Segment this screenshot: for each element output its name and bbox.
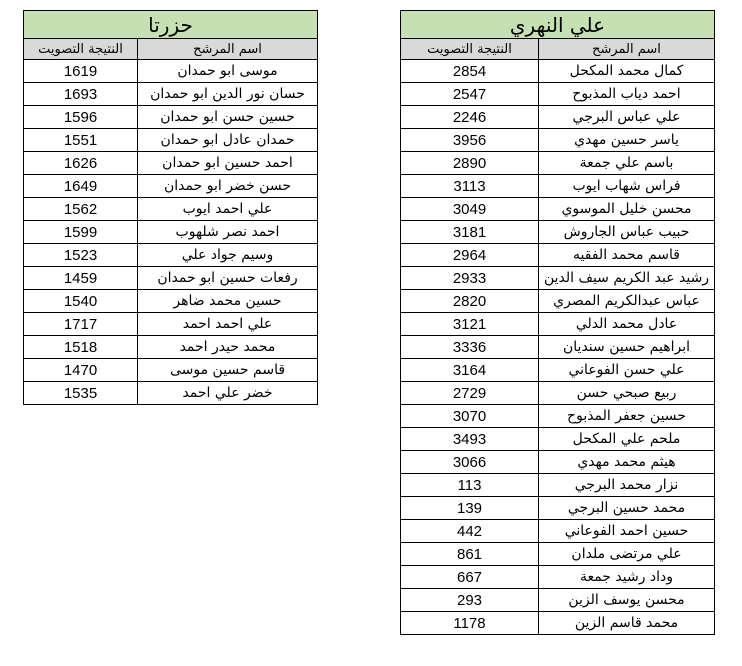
table-row [401,405,715,428]
vote-count-cell: 3113 [401,175,539,198]
table-row [401,198,715,221]
candidate-name-cell: نزار محمد البرجي [539,474,715,497]
name-column-header: اسم المرشح [138,39,318,60]
vote-count-cell: 1693 [24,83,138,106]
table-title: حزرتا [24,11,318,39]
name-column-header: اسم المرشح [539,39,715,60]
table-hezrata [23,10,318,405]
vote-count-cell: 2820 [401,290,539,313]
vote-count-cell: 3070 [401,405,539,428]
vote-count-cell: 1535 [24,382,138,405]
candidate-name-cell: قاسم حسين موسى [138,359,318,382]
candidate-name-cell: حسين احمد الفوعاني [539,520,715,543]
vote-count-cell: 3066 [401,451,539,474]
candidate-name-cell: خضر علي احمد [138,382,318,405]
vote-count-cell: 2854 [401,60,539,83]
vote-count-cell: 1540 [24,290,138,313]
candidate-name-cell: علي احمد احمد [138,313,318,336]
table-row [401,589,715,612]
vote-count-cell: 113 [401,474,539,497]
candidate-name-cell: حسين محمد ضاهر [138,290,318,313]
table-row [24,60,318,83]
candidate-name-cell: كمال محمد المكحل [539,60,715,83]
candidate-name-cell: هيثم محمد مهدي [539,451,715,474]
candidate-name-cell: عباس عبدالكريم المصري [539,290,715,313]
table-row [401,474,715,497]
vote-count-cell: 1649 [24,175,138,198]
candidate-name-cell: محمد حيدر احمد [138,336,318,359]
vote-count-cell: 1470 [24,359,138,382]
candidate-name-cell: حسن خضر ابو حمدان [138,175,318,198]
vote-count-cell: 442 [401,520,539,543]
candidate-name-cell: محسن يوسف الزين [539,589,715,612]
table-row [401,382,715,405]
vote-count-cell: 667 [401,566,539,589]
candidate-name-cell: حسين جعفر المذبوح [539,405,715,428]
vote-count-cell: 2246 [401,106,539,129]
candidate-name-cell: فراس شهاب ايوب [539,175,715,198]
vote-count-cell: 1599 [24,221,138,244]
candidate-name-cell: عادل محمد الدلي [539,313,715,336]
candidate-name-cell: حمدان عادل ابو حمدان [138,129,318,152]
vote-count-cell: 2964 [401,244,539,267]
table-row [401,336,715,359]
vote-count-cell: 139 [401,497,539,520]
vote-count-cell: 3164 [401,359,539,382]
candidate-name-cell: ملحم علي المكحل [539,428,715,451]
vote-count-cell: 2547 [401,83,539,106]
vote-count-cell: 1178 [401,612,539,635]
table-row [401,543,715,566]
table-row [24,106,318,129]
vote-count-cell: 1459 [24,267,138,290]
table-row [401,313,715,336]
candidate-name-cell: رفعات حسين ابو حمدان [138,267,318,290]
vote-count-cell: 2890 [401,152,539,175]
candidate-name-cell: وسيم جواد علي [138,244,318,267]
vote-count-cell: 1562 [24,198,138,221]
table-body [24,60,318,405]
vote-count-cell: 1619 [24,60,138,83]
candidate-name-cell: محسن خليل الموسوي [539,198,715,221]
candidate-name-cell: وداد رشيد جمعة [539,566,715,589]
candidate-name-cell: حبيب عباس الجاروش [539,221,715,244]
candidate-name-cell: حسين حسن ابو حمدان [138,106,318,129]
table-row [401,612,715,635]
candidate-name-cell: ياسر حسين مهدي [539,129,715,152]
vote-count-cell: 1551 [24,129,138,152]
vote-count-cell: 2729 [401,382,539,405]
table-row [401,267,715,290]
candidate-name-cell: علي حسن الفوعاني [539,359,715,382]
table-row [24,359,318,382]
table-row [401,106,715,129]
table-row [401,290,715,313]
candidate-name-cell: ربيع صبحي حسن [539,382,715,405]
table-row [401,566,715,589]
vote-count-cell: 1518 [24,336,138,359]
vote-count-cell: 3181 [401,221,539,244]
vote-count-cell: 1717 [24,313,138,336]
table-row [401,520,715,543]
vote-count-cell: 3956 [401,129,539,152]
table-row [24,175,318,198]
vote-count-cell: 1523 [24,244,138,267]
table-row [24,290,318,313]
candidate-name-cell: قاسم محمد الفقيه [539,244,715,267]
table-row [401,497,715,520]
table-row [401,244,715,267]
table-row [401,451,715,474]
vote-count-cell: 3121 [401,313,539,336]
table-body [401,60,715,635]
table-row [24,336,318,359]
table-row [24,129,318,152]
vote-count-cell: 3336 [401,336,539,359]
table-row [401,129,715,152]
candidate-name-cell: حسان نور الدين ابو حمدان [138,83,318,106]
table-row [24,267,318,290]
table-row [24,382,318,405]
table-row [401,359,715,382]
table-row [24,198,318,221]
table-row [401,83,715,106]
vote-count-cell: 293 [401,589,539,612]
vote-count-cell: 1626 [24,152,138,175]
table-ali-nahri [400,10,715,635]
vote-count-cell: 2933 [401,267,539,290]
candidate-name-cell: احمد نصر شلهوب [138,221,318,244]
vote-count-cell: 3049 [401,198,539,221]
table-row [24,313,318,336]
candidate-name-cell: احمد دياب المذبوح [539,83,715,106]
vote-count-cell: 861 [401,543,539,566]
candidate-name-cell: رشيد عبد الكريم سيف الدين [539,267,715,290]
table-row [401,428,715,451]
table-row [401,221,715,244]
table-row [24,83,318,106]
table-title: علي النهري [401,11,715,39]
candidate-name-cell: علي مرتضى ملدان [539,543,715,566]
candidate-name-cell: محمد حسين البرجي [539,497,715,520]
candidate-name-cell: موسى ابو حمدان [138,60,318,83]
table-row [401,152,715,175]
vote-count-cell: 3493 [401,428,539,451]
table-row [401,175,715,198]
candidate-name-cell: علي عباس البرجي [539,106,715,129]
votes-column-header: النتيجة التصويت [401,39,539,60]
table-row [24,244,318,267]
candidate-name-cell: علي احمد ايوب [138,198,318,221]
votes-column-header: النتيجة التصويت [24,39,138,60]
table-row [401,60,715,83]
candidate-name-cell: احمد حسين ابو حمدان [138,152,318,175]
vote-count-cell: 1596 [24,106,138,129]
candidate-name-cell: باسم علي جمعة [539,152,715,175]
candidate-name-cell: ابراهيم حسين سنديان [539,336,715,359]
table-row [24,152,318,175]
candidate-name-cell: محمد قاسم الزين [539,612,715,635]
table-row [24,221,318,244]
